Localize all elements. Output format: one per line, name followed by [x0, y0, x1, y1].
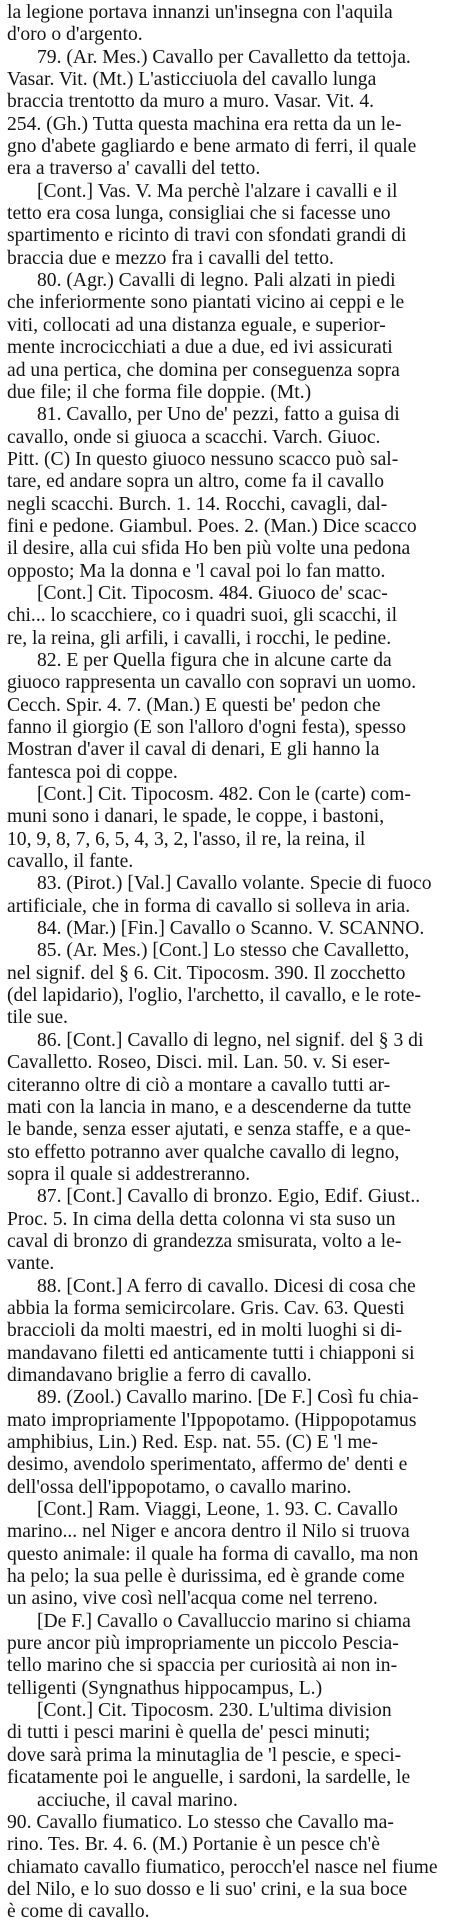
- text-line: Cecch. Spir. 4. 7. (Man.) E questi be' pedon che: [7, 694, 381, 716]
- text-line: 80. (Agr.) Cavalli di legno. Pali alzati in piedi: [37, 270, 396, 292]
- text-line: ficatamente poi le anguelle, i sardoni, la sardelle, le: [7, 1767, 411, 1789]
- text-line: gno d'abete gagliardo e bene armato di ferri, il quale: [7, 136, 417, 158]
- text-line: dove sarà prima la minutaglia de 'l pescie, e speci-: [7, 1744, 402, 1766]
- text-line: 87. [Cont.] Cavallo di bronzo. Egio, Edif. Giust..: [37, 1186, 421, 1208]
- text-line: 85. (Ar. Mes.) [Cont.] Lo stesso che Cavalletto,: [37, 940, 410, 962]
- text-line: le bande, senza esser ajutati, e senza staffe, e a que-: [7, 1119, 411, 1141]
- text-line: 254. (Gh.) Tutta questa machina era retta da un le-: [7, 113, 402, 135]
- text-line: 89. (Zool.) Cavallo marino. [De F.] Così fu chia-: [37, 1387, 419, 1409]
- text-line: Mostran d'aver il caval di denari, E gli hanno la: [7, 739, 380, 761]
- text-line: telligenti (Syngnathus hippocampus, L.): [7, 1677, 323, 1699]
- text-line: re, la reina, gli arfili, i cavalli, i rocchi, le pedine.: [7, 627, 392, 649]
- text-line: caval di bronzo di grandezza smisurata, volto a le-: [7, 1230, 402, 1252]
- text-line: abbia la forma semicircolare. Gris. Cav. 63. Questi: [7, 1297, 405, 1319]
- text-line: Proc. 5. In cima della detta colonna vi sta suso un: [7, 1208, 396, 1230]
- text-line: giuoco rappresenta un cavallo con sopravi un uomo.: [7, 672, 417, 694]
- text-line: del Nilo, e lo suo dosso e li suo' crini, e la sua boce: [7, 1878, 408, 1900]
- text-line: dell'ossa dell'ippopotamo, o cavallo marino.: [7, 1476, 352, 1498]
- text-line: mati con la lancia in mano, e a descenderne da tutte: [7, 1096, 412, 1118]
- text-line: fantesca poi di coppe.: [7, 761, 178, 783]
- text-line: sopra il quale si addestreranno.: [7, 1163, 251, 1185]
- text-line: artificiale, che in forma di cavallo si solleva in aria.: [7, 895, 411, 917]
- text-line: pure ancor più impropriamente un piccolo Pescia-: [7, 1633, 399, 1655]
- text-line: che inferiormente sono piantati vicino ai ceppi e le: [7, 292, 405, 314]
- text-line: 82. E per Quella figura che in alcune carte da: [37, 649, 392, 671]
- text-line: amphibius, Lin.) Red. Esp. nat. 55. (C) E 'l me-: [7, 1432, 378, 1453]
- text-line: d'oro o d'argento.: [7, 24, 143, 46]
- text-line: dimandavano briglie a ferro di cavallo.: [7, 1364, 312, 1386]
- text-line: 79. (Ar. Mes.) Cavallo per Cavalletto da tettoja.: [37, 46, 411, 68]
- text-line: [De F.] Cavallo o Cavalluccio marino si chiama: [37, 1610, 411, 1632]
- text-line: desimo, avendolo sperimentato, affermo de' denti e: [7, 1454, 408, 1476]
- text-line: spartimento e ricinto di travi con sfondati grandi di: [7, 225, 407, 247]
- text-line: è come di cavallo.: [7, 1901, 150, 1923]
- text-line: opposto; Ma la donna e 'l caval poi lo fan matto.: [7, 560, 386, 582]
- text-line: cavallo, il fante.: [7, 851, 134, 873]
- text-line: 84. (Mar.) [Fin.] Cavallo o Scanno. V. SCANNO.: [37, 918, 425, 940]
- text-line: rino. Tes. Br. 4. 6. (M.) Portanie è un pesce ch'è: [7, 1834, 380, 1856]
- text-line: chi... lo scacchiere, co i quadri suoi, gli scacchi, il: [7, 605, 398, 627]
- text-line: cavallo, onde si giuoca a scacchi. Varch. Giuoc.: [7, 426, 381, 448]
- text-line: citeranno oltre di ciò a montare a cavallo tutti ar-: [7, 1074, 391, 1096]
- text-line: 10, 9, 8, 7, 6, 5, 4, 3, 2, l'asso, il re, la reina, il: [7, 828, 366, 850]
- text-line: ad una pertica, che domina per conseguenza sopra: [7, 359, 400, 381]
- text-line: braccia due e mezzo fra i cavalli del tetto.: [7, 247, 334, 269]
- text-line: sto effetto potranno aver qualche cavallo di legno,: [7, 1141, 400, 1163]
- text-line: era a traverso a' cavalli del tetto.: [7, 158, 261, 180]
- text-line: 88. [Cont.] A ferro di cavallo. Dicesi di cosa che: [37, 1275, 416, 1297]
- text-line: [Cont.] Cit. Tipocosm. 230. L'ultima division: [37, 1700, 392, 1722]
- text-line: la legione portava innanzi un'insegna con l'aquila: [7, 2, 393, 23]
- text-line: [Cont.] Ram. Viaggi, Leone, 1. 93. C. Cavallo: [37, 1499, 398, 1521]
- text-line: il desire, alla cui sfida Ho ben più volte una pedona: [7, 538, 411, 560]
- text-line: un asino, vive così nell'acqua come nel terreno.: [7, 1588, 378, 1610]
- text-line: 81. Cavallo, per Uno de' pezzi, fatto a guisa di: [37, 404, 400, 426]
- text-line: tello marino che si spaccia per curiosità ai non in-: [7, 1655, 398, 1677]
- text-line: 86. [Cont.] Cavallo di legno, nel signif. del § 3 di: [37, 1029, 424, 1051]
- text-line: Pitt. (C) In questo giuoco nessuno scacco può sal-: [7, 448, 399, 470]
- text-line: due file; il che forma file doppie. (Mt.): [7, 381, 312, 403]
- text-line: fanno il giorgio (E son l'alloro d'ogni festa), spesso: [7, 717, 407, 738]
- text-line: tile sue.: [7, 1007, 68, 1029]
- text-line: (del lapidario), l'oglio, l'archetto, il cavallo, e le rote-: [7, 985, 422, 1007]
- text-line: Vasar. Vit. (Mt.) L'asticciuola del cavallo lunga: [7, 69, 377, 91]
- text-line: marino... nel Niger e ancora dentro il Nilo si truova: [7, 1521, 410, 1543]
- text-line: muni sono i danari, le spade, le coppe, i bastoni,: [7, 806, 385, 828]
- text-line: ha pelo; la sua pelle è durissima, ed è grande come: [7, 1566, 405, 1588]
- text-line: Cavalletto. Roseo, Disci. mil. Lan. 50. v. Si eser-: [7, 1052, 391, 1074]
- text-line: mato impropriamente l'Ippopotamo. (Hippopotamus: [7, 1409, 417, 1431]
- text-line: tare, ed andare sopra un altro, come fa il cavallo: [7, 471, 384, 493]
- text-line: viti, collocati ad una distanza eguale, e superior-: [7, 314, 386, 336]
- text-line: negli scacchi. Burch. 1. 14. Rocchi, cavagli, dal-: [7, 493, 388, 515]
- text-line: tetto era cosa lunga, consigliai che si facesse uno: [7, 203, 391, 225]
- text-line: acciuche, il caval marino.: [37, 1789, 238, 1811]
- text-line: nel signif. del § 6. Cit. Tipocosm. 390. Il zocchetto: [7, 962, 406, 984]
- text-line: questo animale: il quale ha forma di cavallo, ma non: [7, 1543, 419, 1565]
- text-line: mandavano filetti ed anticamente tutti i chiapponi si: [7, 1342, 415, 1364]
- text-line: 90. Cavallo fiumatico. Lo stesso che Cavallo ma-: [7, 1811, 394, 1833]
- text-line: braccioli da molti maestri, ed in molti luoghi si di-: [7, 1320, 403, 1342]
- text-line: [Cont.] Cit. Tipocosm. 482. Con le (carte) com-: [37, 784, 411, 806]
- text-line: 83. (Pirot.) [Val.] Cavallo volante. Specie di fuoco: [37, 873, 432, 895]
- text-line: [Cont.] Vas. V. Ma perchè l'alzare i cavalli e il: [37, 180, 398, 202]
- text-line: braccia trentotto da muro a muro. Vasar. Vit. 4.: [7, 91, 375, 113]
- text-line: di tutti i pesci marini è quella de' pesci minuti;: [7, 1722, 371, 1744]
- text-line: mente incrocicchiati a due a due, ed ivi assicurati: [7, 337, 393, 359]
- text-line: [Cont.] Cit. Tipocosm. 484. Giuoco de' scac-: [37, 582, 388, 604]
- text-line: fini e pedone. Giambul. Poes. 2. (Man.) Dice scacco: [7, 515, 417, 537]
- text-line: vante.: [7, 1253, 55, 1275]
- text-line: chiamato cavallo fiumatico, perocch'el nasce nel fiume: [7, 1856, 438, 1878]
